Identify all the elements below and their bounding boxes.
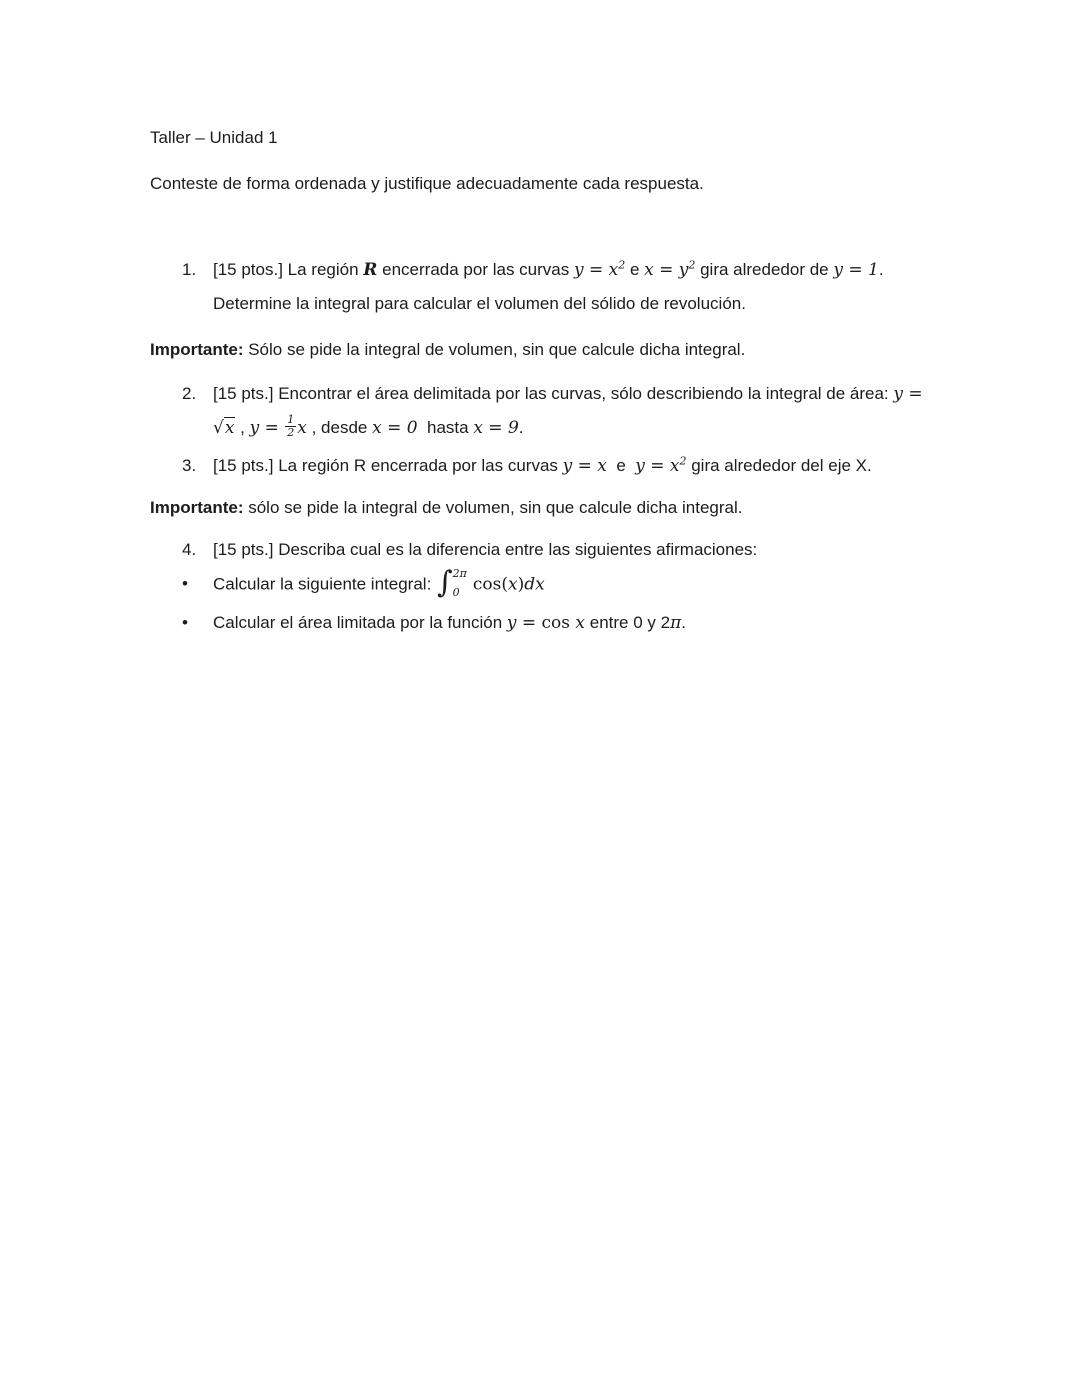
math-expression: y = x [635,456,680,476]
integral-expression [437,565,471,601]
doc-title: Taller – Unidad 1 [150,128,278,147]
bullet-item-2-text: Calcular el área limitada por la función y = cos x entre 0 y 2π. [213,613,686,633]
list-number-1: 1. [182,260,197,279]
superscript: 2 [688,258,696,272]
math-expression: x [575,613,586,633]
math-expression: x = 9 [473,418,519,438]
list-item-3 [150,449,970,483]
bullet-item-2 [150,606,970,640]
list-number-3: 3. [182,456,197,475]
integral-lower-bound: 0 [452,586,460,599]
superscript: 2 [618,258,626,272]
bullet-marker-1: • [182,574,188,593]
important-note-2: Importante: sólo se pide la integral de volumen, sin que calcule dicha integral. [150,498,743,517]
math-upright: ) [517,574,525,595]
list-item-4 [150,533,970,566]
list-item-1 [150,253,970,320]
math-expression: y = x [562,456,607,476]
integral-bounds [453,565,467,601]
math-expression: y = [893,384,923,404]
fraction-numerator: 1 [287,413,295,427]
radical-sign: √ [213,418,224,438]
bullet-marker-2: • [182,613,188,632]
integral-sign: ∫ [437,565,453,600]
list-number-4: 4. [182,540,197,559]
list-item-2 [150,377,970,445]
bold-text: Importante: [150,340,244,359]
math-expression: x [508,574,518,595]
sqrt-expression [213,417,235,438]
integral-upper-bound: 2π [452,567,467,580]
math-expression: x = 0 [372,418,418,438]
list-item-1-text: [15 ptos.] La región R encerrada por las curvas $y = x^2$ e $x = y^2$ gira alrededor de y = 1. Determine la integral para calcular el volumen del sólido de revolución. [213,258,884,313]
math-expression: y = 1 [833,260,879,280]
doc-intro: Conteste de forma ordenada y justifique adecuadamente cada respuesta. [150,174,704,193]
radicand: x [224,418,235,438]
important-note-1: Importante: Sólo se pide la integral de volumen, sin que calcule dicha integral. [150,340,746,359]
fraction [285,414,296,439]
math-upright: cos [541,613,576,633]
superscript: 2 [679,454,687,468]
fraction-denominator: 2 [287,426,295,440]
math-expression: y = [249,418,285,438]
bullet-item-1-text: Calcular la siguiente integral: ∫ 2π 0 cos(x)dx [213,565,545,600]
bullet-item-1 [150,567,970,603]
math-expression: dx [524,574,545,595]
math-expression: x [297,418,307,438]
bold-text: Importante: [150,498,244,517]
bold-italic-symbol: R [363,260,378,280]
math-expression: y = x [573,260,619,280]
list-number-2: 2. [182,384,197,403]
list-item-2-text: [15 pts.] Encontrar el área delimitada por las curvas, sólo describiendo la integral de área: y = √x , y = $\frac{1}{2}$ x , desde x = 0 hasta x = 9. [213,384,923,440]
math-expression: y = [506,613,542,633]
math-expression: x = y [644,260,689,280]
list-item-4-text: [15 pts.] Describa cual es la diferencia entre las siguientes afirmaciones: [213,540,758,559]
list-item-3-text: [15 pts.] La región R encerrada por las curvas y = x e $y = x^2$ gira alrededor del eje X. [213,454,872,476]
math-upright: cos( [472,574,509,595]
math-expression: π [670,613,682,633]
